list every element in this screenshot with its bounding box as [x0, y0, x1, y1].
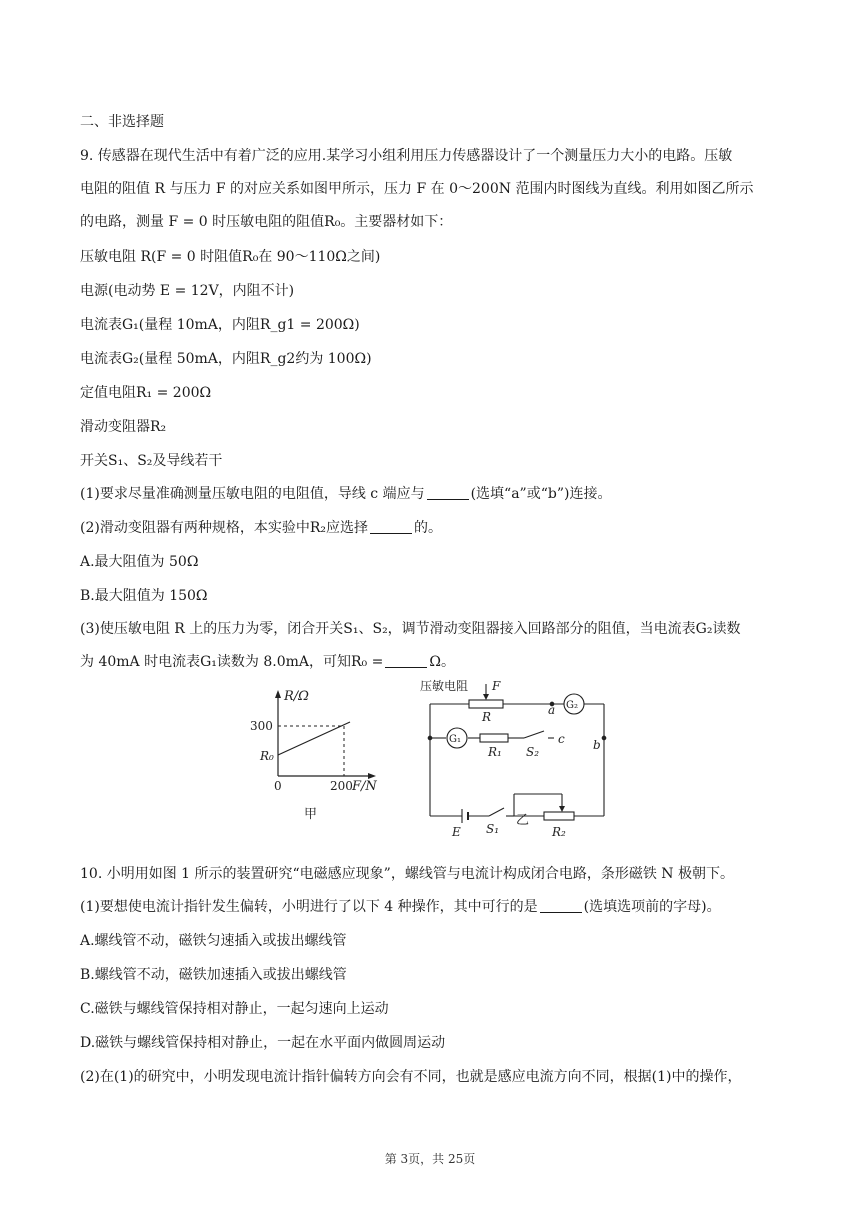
- q9-part-1-suffix: (选填“a”或“b”)连接。: [470, 486, 612, 502]
- g1-label: G₁: [449, 734, 461, 745]
- q10-option-d: D.磁铁与螺线管保持相对静止，一起在水平面内做圆周运动: [80, 1035, 446, 1051]
- sensor-label: 压敏电阻: [420, 679, 469, 693]
- q10-option-c: C.磁铁与螺线管保持相对静止，一起匀速向上运动: [80, 1001, 389, 1017]
- equipment-item: 电流表G₂(量程 50mA，内阻R_g2约为 100Ω): [80, 351, 372, 367]
- equipment-item: 滑动变阻器R₂: [80, 419, 167, 435]
- x-tick-200: 200: [330, 779, 353, 793]
- figures: [244, 676, 624, 839]
- r-f-line: [278, 722, 350, 755]
- node-b-dot: [602, 736, 606, 740]
- resistor-r: [469, 700, 503, 708]
- section-title: 二、非选择题: [80, 114, 164, 130]
- s1-label: S₁: [486, 822, 500, 836]
- answer-blank[interactable]: [540, 898, 582, 913]
- x-axis-label: F/N: [352, 779, 377, 794]
- equipment-item: 定值电阻R₁ = 200Ω: [80, 385, 212, 401]
- q10-part-1-text: (1)要想使电流计指针发生偏转，小明进行了以下 4 种操作，其中可行的是: [80, 899, 538, 915]
- q10-stem: 10. 小明用如图 1 所示的装置研究“电磁感应现象”，螺线管与电流计构成闭合电路，条形磁铁 N 极朝下。: [80, 866, 734, 882]
- q9-part-3-line-1: (3)使压敏电阻 R 上的压力为零，闭合开关S₁、S₂，调节滑动变阻器接入回路部分的阻值，当电流表G₂读数: [80, 621, 741, 637]
- caption-yi: 乙: [516, 813, 530, 828]
- q9-part-3-text: 为 40mA 时电流表G₁读数为 8.0mA，可知R₀ =: [80, 654, 384, 670]
- q9-option-b: B.最大阻值为 150Ω: [80, 588, 208, 604]
- resistor-r1: [480, 734, 508, 742]
- q9-part-2-text: (2)滑动变阻器有两种规格，本实验中R₂应选择: [80, 520, 368, 536]
- x-tick-0: 0: [274, 779, 282, 793]
- node-a-label: a: [548, 703, 556, 717]
- r1-label: R₁: [488, 745, 502, 759]
- q10-option-b: B.螺线管不动，磁铁加速插入或拔出螺线管: [80, 967, 347, 983]
- q9-option-a: A.最大阻值为 50Ω: [80, 554, 199, 570]
- switch-s1: [489, 808, 504, 816]
- y-tick-300: 300: [250, 719, 273, 733]
- y-tick-r0: R₀: [260, 749, 274, 763]
- equipment-item: 压敏电阻 R(F = 0 时阻值R₀在 90～110Ω之间): [80, 249, 381, 265]
- e-label: E: [452, 825, 461, 839]
- g2-label: G₂: [566, 700, 578, 711]
- q9-part-2-suffix: 的。: [413, 520, 442, 536]
- force-label: F: [492, 679, 501, 693]
- y-axis-label: R/Ω: [284, 689, 309, 704]
- y-axis-arrow: [275, 690, 281, 698]
- rheostat-r2: [544, 812, 574, 820]
- caption-jia: 甲: [304, 807, 318, 822]
- r2-label: R₂: [552, 825, 566, 839]
- q9-part-1: [80, 484, 611, 504]
- q10-option-a: A.螺线管不动，磁铁匀速插入或拔出螺线管: [80, 933, 347, 949]
- node-b-label: b: [593, 738, 601, 752]
- answer-blank[interactable]: [385, 653, 427, 668]
- node-c-label: c: [558, 732, 565, 746]
- q9-stem-line-3: 的电路，测量 F = 0 时压敏电阻的阻值R₀。主要器材如下：: [80, 214, 453, 230]
- equipment-item: 开关S₁、S₂及导线若干: [80, 453, 223, 469]
- q10-part-1-suffix: (选填选项前的字母)。: [583, 899, 721, 915]
- q9-stem-line-2: 电阻的阻值 R 与压力 F 的对应关系如图甲所示，压力 F 在 0～200N 范围内时图线为直线。利用如图乙所示: [80, 181, 754, 197]
- figure-yi: [428, 684, 606, 823]
- switch-s2: [524, 731, 544, 738]
- figure-jia: [250, 689, 377, 822]
- s2-label: S₂: [526, 745, 540, 759]
- equipment-item: 电流表G₁(量程 10mA，内阻R_g1 = 200Ω): [80, 317, 360, 333]
- q9-part-2: [80, 518, 442, 538]
- page-footer: 第 3页，共 25页: [384, 1152, 476, 1166]
- q9-part-3-suffix: Ω。: [429, 654, 455, 670]
- q9-part-1-text: (1)要求尽量准确测量压敏电阻的电阻值，导线 c 端应与: [80, 486, 425, 502]
- q9-part-3-line-2: [80, 652, 455, 672]
- equipment-item: 电源(电动势 E = 12V，内阻不计): [80, 283, 295, 299]
- answer-blank[interactable]: [370, 519, 412, 534]
- q10-part-1: [80, 897, 721, 917]
- force-arrowhead: [483, 694, 489, 700]
- q10-part-2: (2)在(1)的研究中，小明发现电流计指针偏转方向会有不同，也就是感应电流方向不同，根据(1)中的操作，: [80, 1069, 742, 1085]
- r-label: R: [482, 710, 492, 724]
- answer-blank[interactable]: [427, 485, 469, 500]
- junction-dot: [428, 736, 432, 740]
- slider-arrowhead: [559, 806, 565, 812]
- figures-svg: [244, 676, 624, 839]
- q9-stem-line-1: 9. 传感器在现代生活中有着广泛的应用.某学习小组利用压力传感器设计了一个测量压力大小的电路。压敏: [80, 148, 733, 164]
